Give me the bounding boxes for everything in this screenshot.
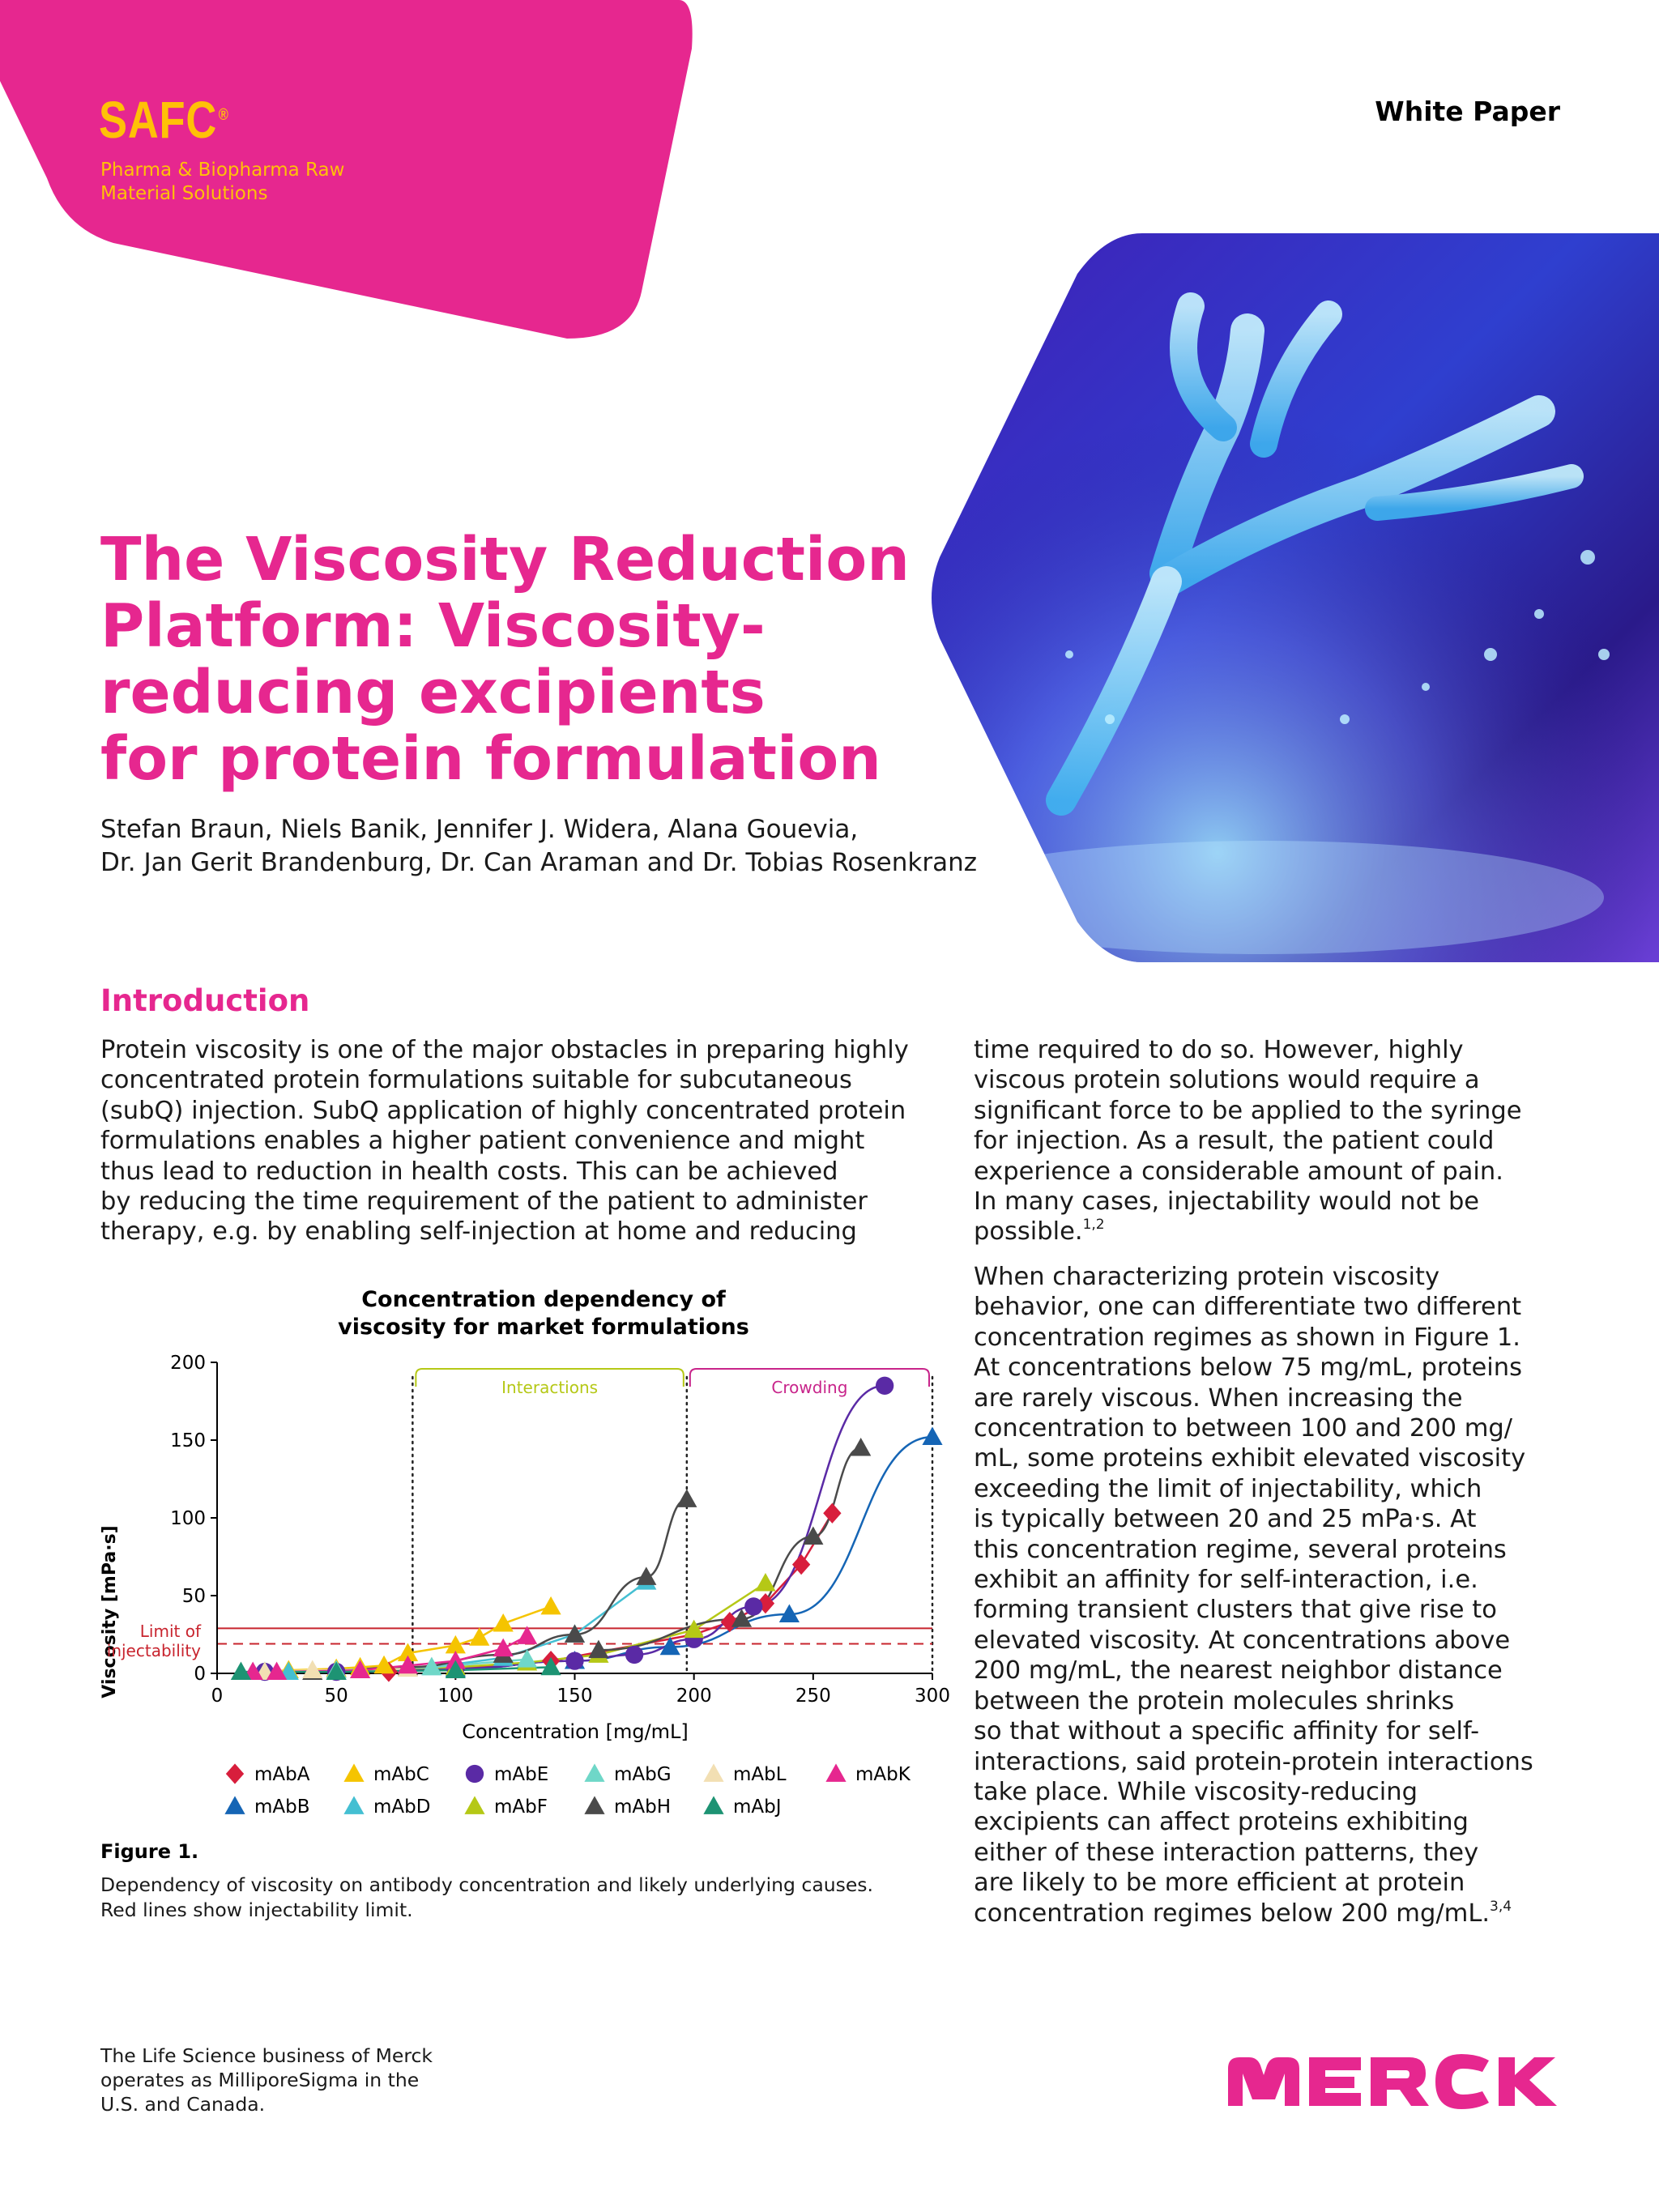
author-list: Stefan Braun, Niels Banik, Jennifer J. Widera, Alana Gouevia, Dr. Jan Gerit Brandenburg, Dr. Can Araman and Dr. Tobias Rosenkranz	[100, 815, 977, 877]
legend-marker-mabl	[703, 1763, 723, 1782]
x-tick-label: 250	[795, 1686, 831, 1707]
legend-label-mabh: mAbH	[614, 1796, 672, 1818]
antibody-water-splash-image	[923, 233, 1659, 962]
series-line-mabb	[265, 1437, 932, 1672]
y-tick-label: 150	[170, 1430, 206, 1451]
intro-paragraph-2: time required to do so. However, highly viscous protein solutions would require a significant force to be applied to the syringe for injection. As a result, the patient could experience a considerable amount of pain. In many cases, injectability would not be possible.$^{1,2}$	[974, 1036, 1522, 1247]
region-label: Crowding	[771, 1378, 848, 1397]
y-tick-label: 0	[194, 1664, 206, 1685]
reference-superscript: 3,4	[1490, 1898, 1512, 1915]
data-point-mabf	[755, 1573, 775, 1592]
data-point-mabe	[744, 1597, 762, 1615]
data-point-mabb	[922, 1427, 942, 1446]
x-axis-label: Concentration [mg/mL]	[462, 1720, 689, 1743]
data-point-maba	[823, 1503, 841, 1524]
intro-paragraph-1: Protein viscosity is one of the major obstacles in preparing highly concentrated protein formulations suitable for subcutaneous (subQ) injection. SubQ application of highly concentrated protein formulations enables a higher patient convenience and might thus lead to reduction in health costs. This can be achieved by reducing the time requirement of the patient to administer therapy, e.g. by enabling self-injection at home and reducing	[100, 1036, 909, 1247]
legend-marker-mabd	[343, 1796, 364, 1814]
y-axis-label: Viscosity [mPa·s]	[100, 1525, 120, 1698]
footer-note: The Life Science business of Merck operates as MilliporeSigma in the U.S. and Canada.	[100, 2044, 433, 2116]
page-title: The Viscosity Reduction Platform: Viscosity- reducing excipients for protein formulation	[100, 525, 910, 794]
legend-marker-mabe	[466, 1765, 484, 1783]
section-heading-introduction: Introduction	[100, 983, 310, 1018]
legend-label-mabj: mAbJ	[733, 1796, 782, 1818]
legend-label-mabf: mAbF	[494, 1796, 548, 1818]
intro-paragraph-3: When characterizing protein viscosity behavior, one can differentiate two different concentration regimes as shown in Figure 1. At concentrations below 75 mg/mL, proteins are rarely viscous. When increasing the concentration to between 100 and 200 mg/ mL, some proteins exhibit elevated viscosity exceeding the limit of injectability, which is typically between 20 and 25 mPa·s. At this concentration regime, several proteins exhibit an affinity for self-interaction, i.e. forming transient clusters that give rise to elevated viscosity. At concentrations above 200 mg/mL, the nearest neighbor distance between the protein molecules shrinks so that without a specific affinity for self- interactions, said protein-protein interactions take place. While viscosity-reducing excipients can affect proteins exhibiting either of these interaction patterns, they are likely to be more efficient at protein concentration regimes below 200 mg/mL.$^{3,4}$	[974, 1263, 1533, 1928]
data-point-mabc	[493, 1613, 514, 1632]
reference-superscript: 1,2	[1082, 1217, 1105, 1234]
legend-marker-mabk	[825, 1763, 846, 1782]
data-point-mabe	[625, 1646, 643, 1664]
document-type-label: White Paper	[1375, 96, 1560, 127]
legend-marker-mabg	[584, 1763, 604, 1782]
data-point-mabc	[540, 1596, 561, 1615]
limit-label-line-2: injectability	[106, 1641, 201, 1660]
data-point-mabk	[493, 1639, 514, 1657]
merck-logo[interactable]	[1225, 2052, 1560, 2111]
data-point-mabh	[676, 1489, 697, 1507]
x-tick-label: 100	[437, 1686, 474, 1707]
data-point-mabh	[636, 1566, 656, 1585]
region-label: Interactions	[501, 1378, 599, 1397]
x-tick-label: 300	[915, 1686, 950, 1707]
legend-marker-mabh	[584, 1796, 604, 1814]
y-tick-label: 200	[170, 1353, 206, 1374]
legend-marker-mabb	[224, 1796, 245, 1814]
legend-label-mabc: mAbC	[373, 1764, 429, 1785]
legend-label-mabe: mAbE	[494, 1764, 549, 1785]
brand-tagline: Pharma & Biopharma Raw Material Solutions	[100, 160, 345, 204]
figure-caption: Dependency of viscosity on antibody concentration and likely underlying causes. Red lines show injectability limit.	[100, 1873, 874, 1921]
legend-marker-mabj	[703, 1796, 723, 1814]
legend-marker-mabc	[343, 1763, 364, 1782]
legend-label-mabg: mAbG	[614, 1764, 672, 1785]
legend-marker-mabf	[464, 1796, 484, 1814]
data-point-mabe	[565, 1652, 583, 1669]
x-tick-label: 0	[211, 1686, 224, 1707]
data-point-mabc	[469, 1627, 489, 1646]
x-tick-label: 50	[324, 1686, 348, 1707]
legend-label-mabd: mAbD	[373, 1796, 431, 1818]
legend-label-mabb: mAbB	[254, 1796, 310, 1818]
legend-marker-maba	[226, 1763, 244, 1784]
chart-title-line-2: viscosity for market formulations	[338, 1315, 749, 1340]
legend-label-mabk: mAbK	[855, 1764, 911, 1785]
legend-label-mabl: mAbL	[733, 1764, 787, 1785]
y-tick-label: 50	[181, 1586, 206, 1607]
data-point-mabe	[876, 1377, 893, 1395]
x-tick-label: 200	[676, 1686, 712, 1707]
legend-label-maba: mAbA	[254, 1764, 310, 1785]
chart-title-line-1: Concentration dependency of	[361, 1287, 726, 1312]
figure-label: Figure 1.	[100, 1840, 199, 1863]
viscosity-chart	[81, 1276, 956, 1826]
y-tick-label: 100	[170, 1508, 206, 1529]
limit-label-line-1: Limit of	[139, 1622, 201, 1641]
data-point-mabh-high	[851, 1438, 871, 1456]
x-tick-label: 150	[557, 1686, 593, 1707]
safc-logo[interactable]: SAFC®	[99, 91, 229, 149]
